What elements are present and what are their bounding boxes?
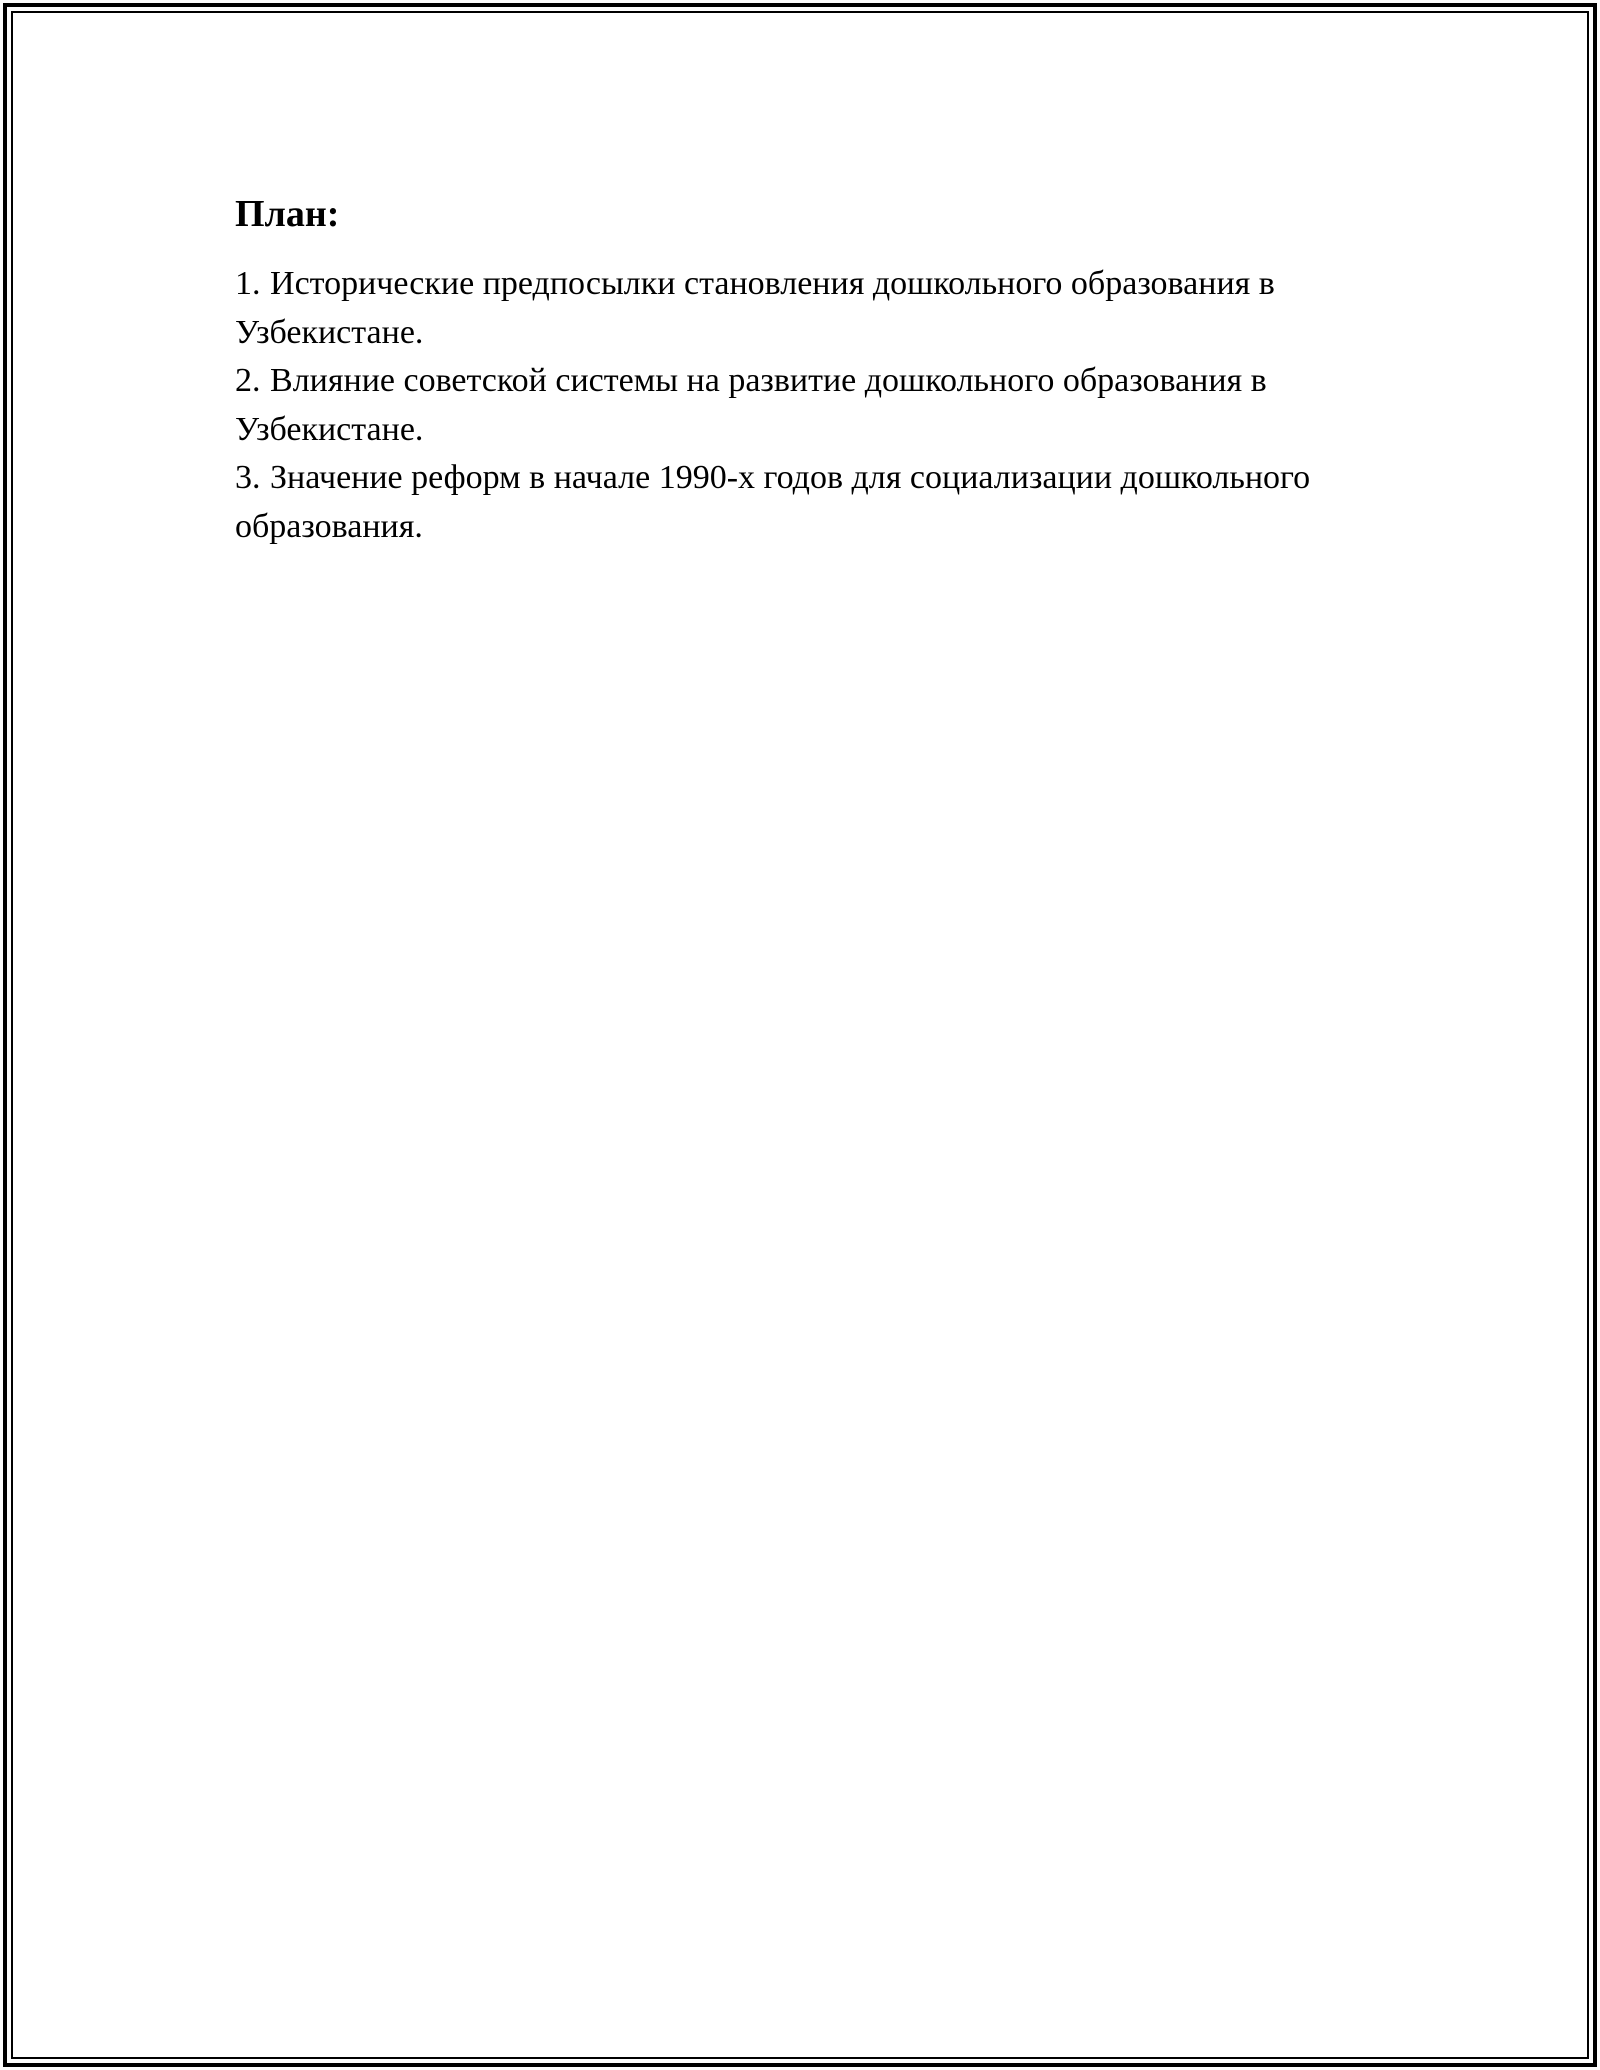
plan-item-number: 2. <box>235 362 261 399</box>
plan-item-text: Исторические предпосылки становления дошкольного образования в Узбекистане. <box>235 265 1275 351</box>
plan-item <box>235 357 1395 454</box>
document-content <box>235 190 1395 551</box>
plan-item <box>235 454 1395 551</box>
plan-list <box>235 260 1395 551</box>
plan-item-text: Влияние советской системы на развитие дошкольного образования в Узбекистане. <box>235 362 1267 448</box>
plan-item-text: Значение реформ в начале 1990-х годов для социализации дошкольного образования. <box>235 459 1311 545</box>
plan-item <box>235 260 1395 357</box>
plan-title: План: <box>235 193 340 235</box>
plan-item-number: 1. <box>235 265 261 302</box>
plan-item-number: 3. <box>235 459 261 496</box>
